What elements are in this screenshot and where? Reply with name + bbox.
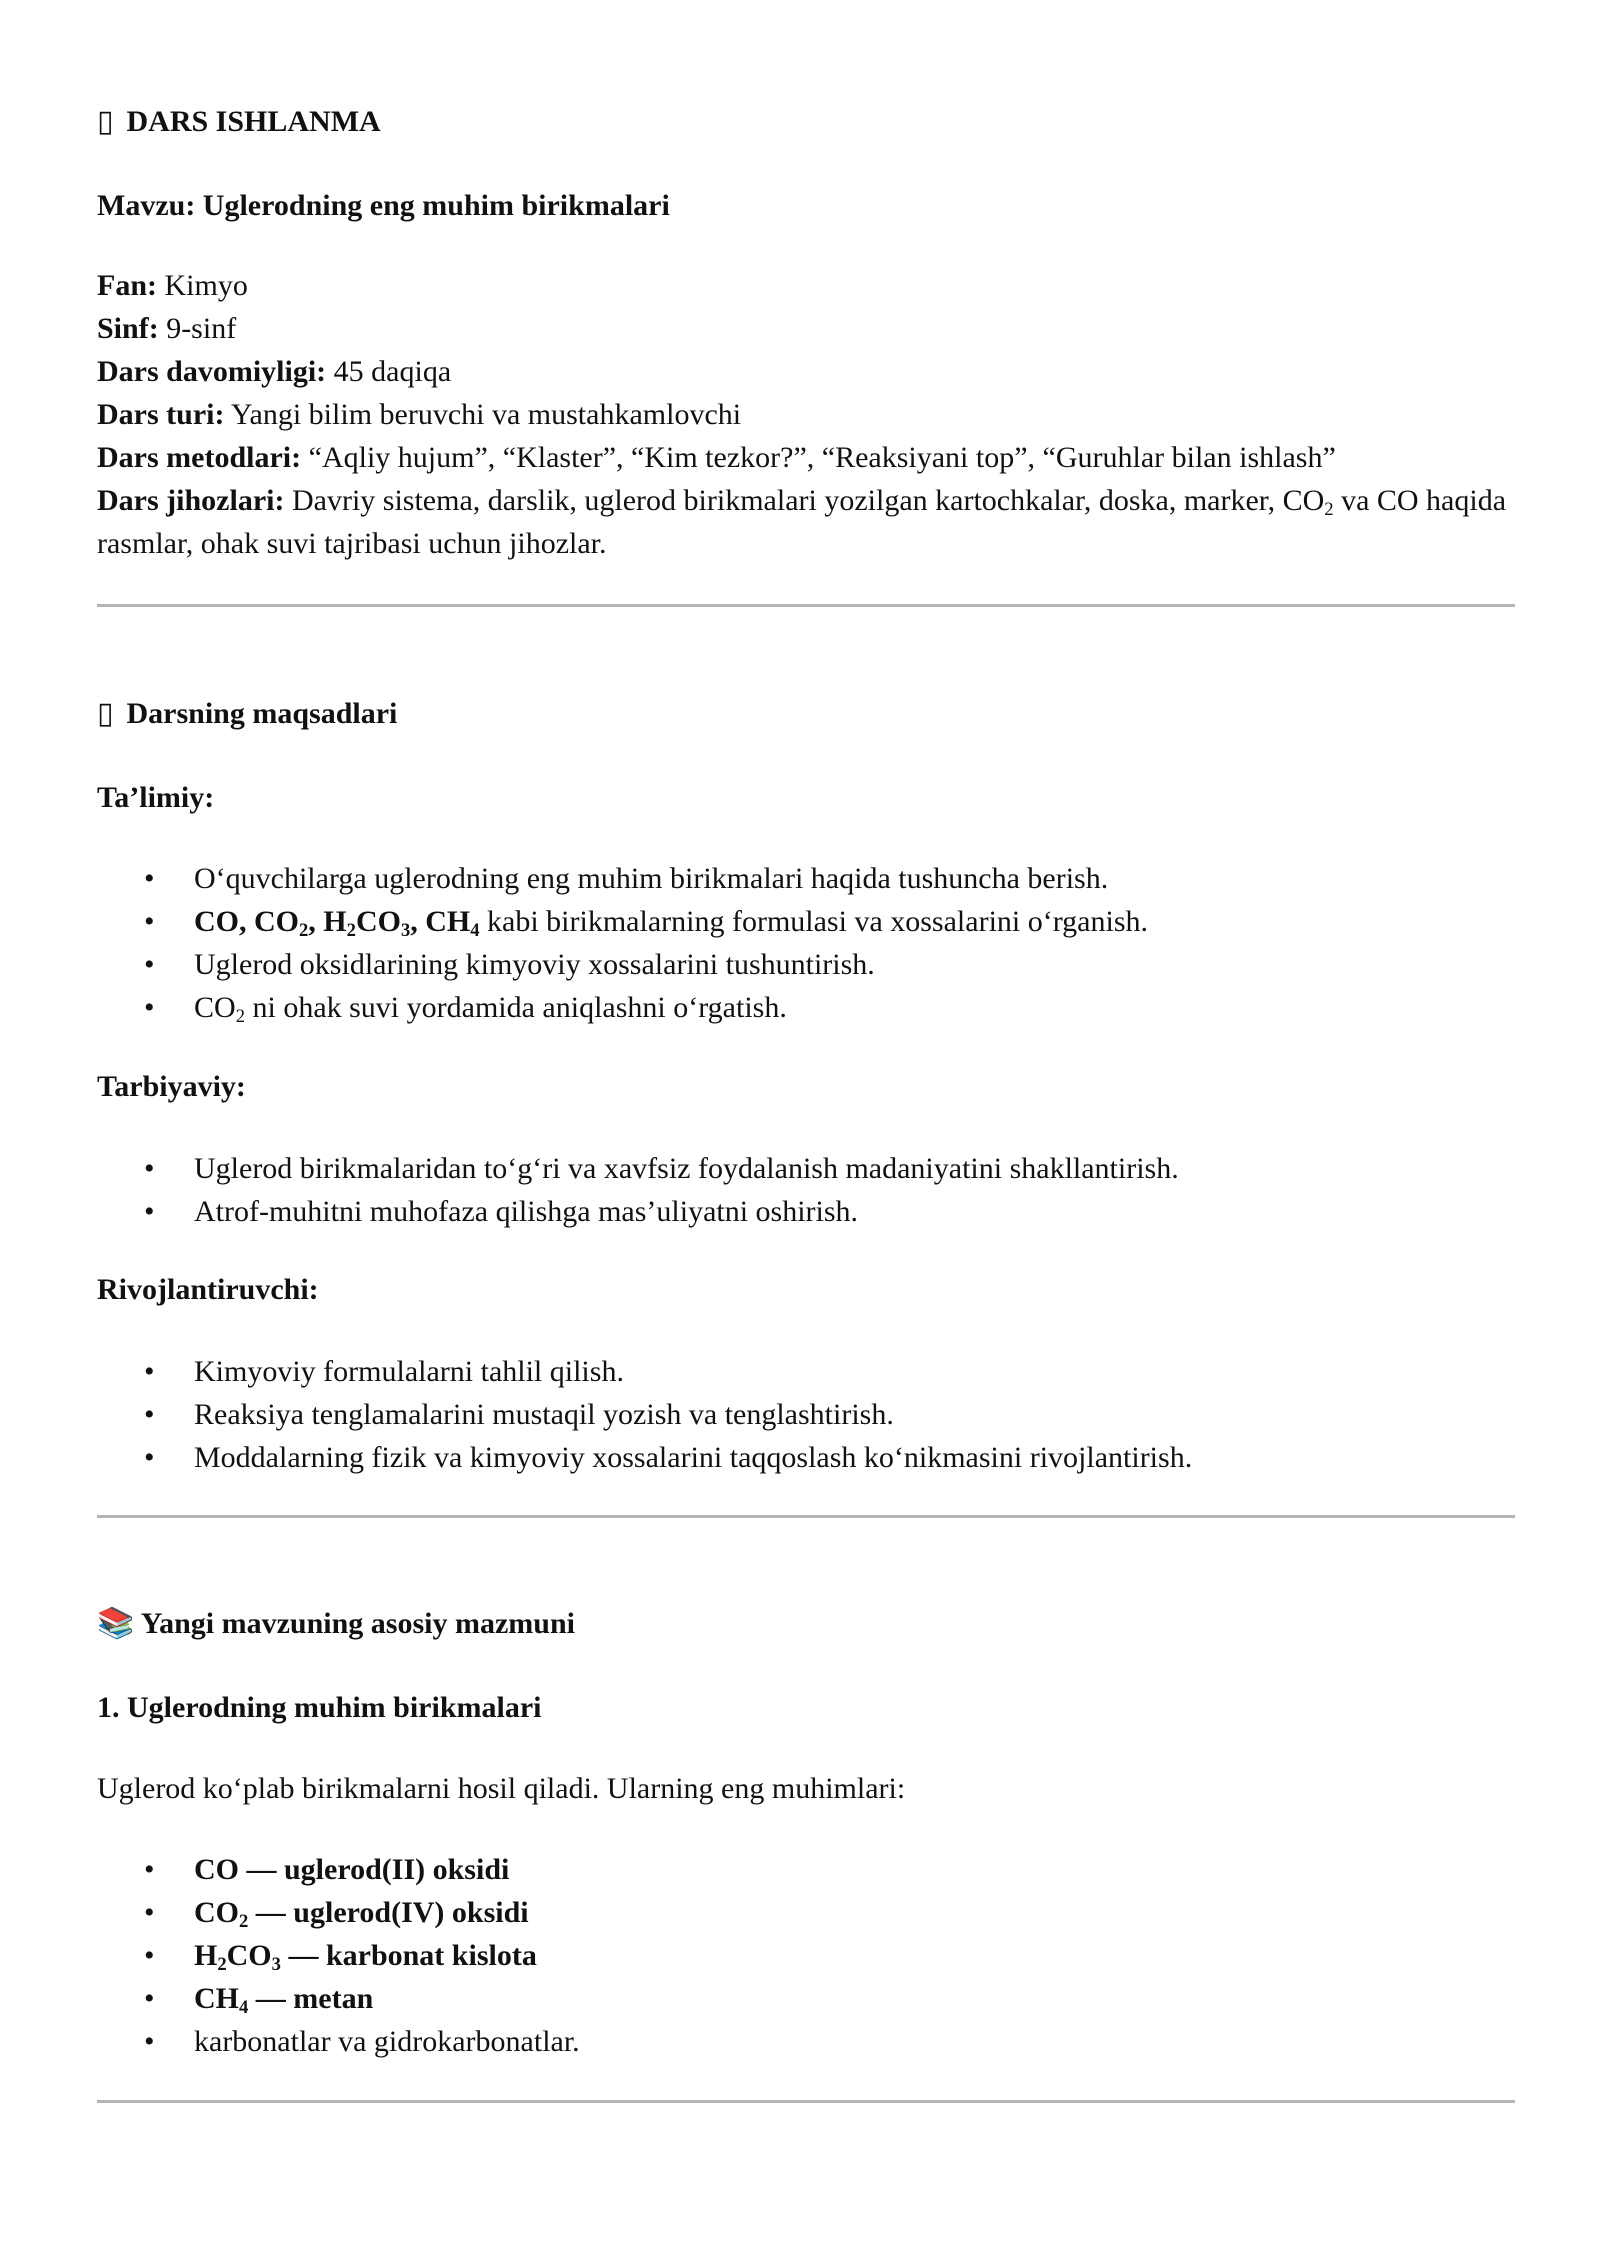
section-divider [97,1515,1515,1518]
content-title: 📚 Yangi mavzuning asosiy mazmuni [97,1607,575,1640]
compounds-list [97,1848,1515,2063]
books-icon: 📚 [97,1607,135,1640]
info-subject: Fan: Kimyo [97,269,248,302]
list-item: • $CO_2$ — uglerod(IV) oksidi [97,1891,1515,1934]
tarbiyaviy-list [97,1147,1515,1233]
list-item: • Reaksiya tenglamalarini mustaqil yozish va tenglashtirish. [97,1393,1515,1436]
list-item: • $CH_4$ — metan [97,1977,1515,2020]
list-item: • CO, $CO_2$, $H_2CO_3$, $CH_4$ kabi birikmalarning formulasi va xossalarini o‘rganish. [97,900,1515,943]
missing-glyph-icon: ▯ [97,105,114,138]
list-item: • O‘quvchilarga uglerodning eng muhim birikmalari haqida tushuncha berish. [97,857,1515,900]
doc-title [97,100,381,143]
info-grade: Sinf: 9-sinf [97,312,237,345]
info-duration: Dars davomiyligi: 45 daqiqa [97,355,452,388]
list-item: • Moddalarning fizik va kimyoviy xossalarini taqqoslash ko‘nikmasini rivojlantirish. [97,1436,1515,1479]
section-divider [97,2100,1515,2103]
talimiy-heading: Ta’limiy: [97,781,215,814]
info-methods: Dars metodlari: “Aqliy hujum”, “Klaster”, “Kim tezkor?”, “Reaksiyani top”, “Guruhlar bilan ishlash” [97,441,1336,474]
content-subheading: 1. Uglerodning muhim birikmalari [97,1691,542,1724]
info-equipment: Dars jihozlari: Davriy sistema, darslik, uglerod birikmalari yozilgan kartochkalar, doska, marker, $CO_2$ va CO haqida rasmlar, ohak suvi tajribasi uchun jihozlar. [97,484,1507,560]
list-item: • Uglerod birikmalaridan to‘g‘ri va xavfsiz foydalanish madaniyatini shakllantirish. [97,1147,1515,1190]
talimiy-list [97,857,1515,1029]
content-intro: Uglerod ko‘plab birikmalarni hosil qiladi. Ularning eng muhimlari: [97,1772,906,1805]
tarbiyaviy-heading: Tarbiyaviy: [97,1070,246,1103]
list-item: • Atrof-muhitni muhofaza qilishga mas’uliyatni oshirish. [97,1190,1515,1233]
list-item: • $CO_2$ ni ohak suvi yordamida aniqlashni o‘rgatish. [97,986,1515,1029]
list-item: • karbonatlar va gidrokarbonatlar. [97,2020,1515,2063]
lesson-info [97,264,1515,565]
list-item: • CO — uglerod(II) oksidi [97,1848,1515,1891]
rivojlantiruvchi-list [97,1350,1515,1479]
list-item: • Uglerod oksidlarining kimyoviy xossalarini tushuntirish. [97,943,1515,986]
goals-title: ▯ Darsning maqsadlari [97,692,397,735]
missing-glyph-icon: ▯ [97,697,114,730]
rivojlantiruvchi-heading: Rivojlantiruvchi: [97,1273,319,1306]
list-item: • Kimyoviy formulalarni tahlil qilish. [97,1350,1515,1393]
list-item: • $H_2CO_3$ — karbonat kislota [97,1934,1515,1977]
info-type: Dars turi: Yangi bilim beruvchi va mustahkamlovchi [97,398,742,431]
doc-title-text: DARS ISHLANMA [126,105,381,138]
lesson-topic: Mavzu: Uglerodning eng muhim birikmalari [97,189,670,222]
section-divider [97,604,1515,607]
